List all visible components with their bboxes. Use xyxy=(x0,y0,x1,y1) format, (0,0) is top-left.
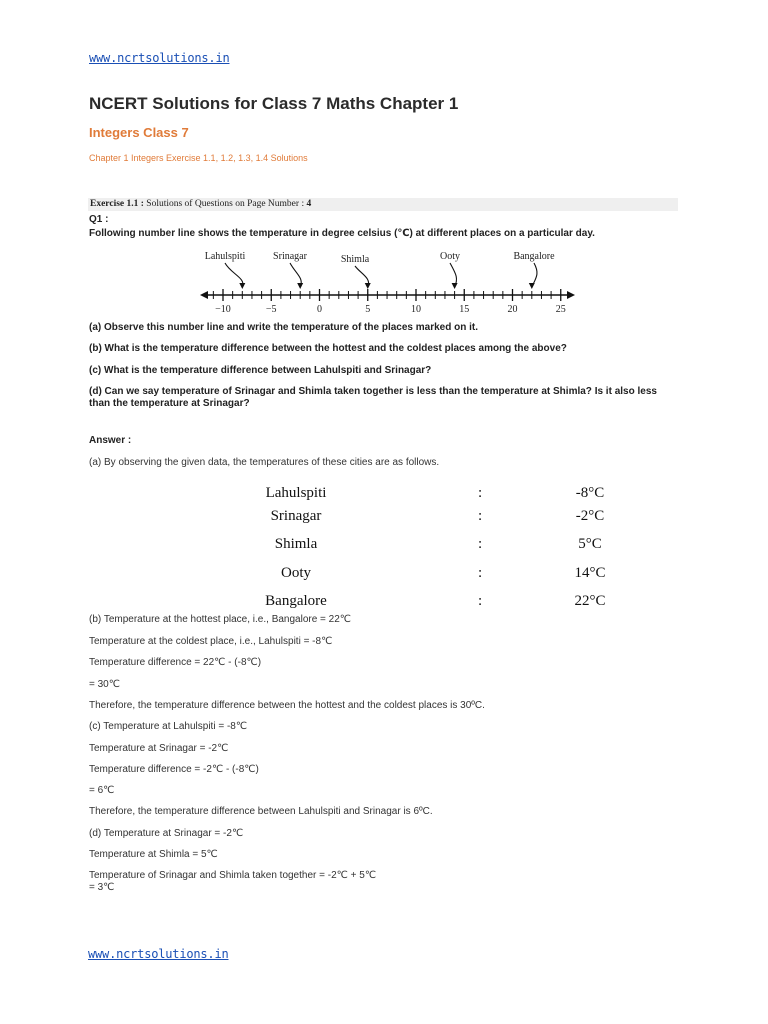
solution-line: = 30℃ xyxy=(89,679,120,690)
tick-label: 25 xyxy=(555,304,566,315)
solution-line: Therefore, the temperature difference between the hottest and the coldest places is 30ºC. xyxy=(89,700,485,711)
question-part-a: (a) Observe this number line and write the temperature of the places marked on it. xyxy=(89,322,478,333)
tick-label: 10 xyxy=(411,304,421,315)
table-sep: : xyxy=(478,508,483,524)
solution-line: Therefore, the temperature difference between Lahulspiti and Srinagar is 6ºC. xyxy=(89,806,433,817)
table-temp-ooty: 14°C xyxy=(574,565,606,581)
page-title: NCERT Solutions for Class 7 Maths Chapter 1 xyxy=(89,94,459,113)
exercise-page: 4 xyxy=(306,199,312,209)
solution-line: Temperature at Shimla = 5℃ xyxy=(89,849,218,860)
table-sep: : xyxy=(478,593,483,609)
place-arrowhead-shimla xyxy=(365,283,371,289)
number-line-figure xyxy=(195,244,580,316)
tick-label: 0 xyxy=(317,304,322,315)
tick-label: 20 xyxy=(507,304,518,315)
answer-intro: (a) By observing the given data, the temperatures of these cities are as follows. xyxy=(89,457,440,468)
tick-label: 15 xyxy=(459,304,470,315)
solution-line: Temperature difference = 22℃ - (-8℃) xyxy=(89,657,262,668)
place-arrowhead-ooty xyxy=(452,283,458,289)
solution-line: (c) Temperature at Lahulspiti = -8℃ xyxy=(89,721,248,732)
solution-line: = 6℃ xyxy=(89,785,115,796)
answer-heading: Answer : xyxy=(89,435,132,446)
solution-line: Temperature at Srinagar = -2℃ xyxy=(89,743,229,754)
solution-line: (d) Temperature at Srinagar = -2℃ xyxy=(89,828,244,839)
exercise-bar xyxy=(88,198,678,211)
table-city-bangalore: Bangalore xyxy=(265,593,327,609)
place-label-shimla: Shimla xyxy=(340,254,370,265)
exercise-label: Exercise 1.1 : xyxy=(90,199,144,209)
question-part-c: (c) What is the temperature difference between Lahulspiti and Srinagar? xyxy=(89,365,432,376)
table-temp-bangalore: 22°C xyxy=(574,593,606,609)
footer-site-link[interactable]: www.ncrtsolutions.in xyxy=(88,947,229,961)
tick-label: 5 xyxy=(365,304,371,315)
solution-line: Temperature difference = -2℃ - (-8℃) xyxy=(89,764,259,775)
table-city-ooty: Ooty xyxy=(281,565,311,581)
place-label-srinagar: Srinagar xyxy=(273,251,307,262)
number-line-arrows xyxy=(225,263,537,289)
place-arrowhead-lahulspiti xyxy=(239,283,245,289)
table-city-shimla: Shimla xyxy=(274,536,318,552)
table-sep: : xyxy=(478,536,483,552)
solution-line: (b) Temperature at the hottest place, i.e., Bangalore = 22℃ xyxy=(89,614,352,625)
place-arrowhead-bangalore xyxy=(529,283,535,289)
table-city-lahulspiti: Lahulspiti xyxy=(265,485,327,501)
place-label-lahulspiti: Lahulspiti xyxy=(204,251,246,262)
page-subtitle: Integers Class 7 xyxy=(89,125,189,140)
number-line-place-labels xyxy=(205,251,555,265)
header-site-link[interactable]: www.ncrtsolutions.in xyxy=(89,51,230,65)
table-sep: : xyxy=(478,565,483,581)
axis-right-arrowhead xyxy=(567,291,575,299)
table-sep: : xyxy=(478,485,483,501)
solution-line: Temperature at the coldest place, i.e., Lahulspiti = -8℃ xyxy=(89,636,333,647)
axis-left-arrowhead xyxy=(200,291,208,299)
solution-line: = 3℃ xyxy=(89,882,115,893)
solution-line: Temperature of Srinagar and Shimla taken together = -2℃ + 5℃ xyxy=(89,870,377,881)
question-number: Q1 : xyxy=(89,214,109,225)
place-label-ooty: Ooty xyxy=(440,251,460,262)
question-part-d: (d) Can we say temperature of Srinagar and Shimla taken together is less than the temperature at Shimla? Is it also less than the temperature at Srinagar? xyxy=(89,386,657,409)
number-line-tick-labels xyxy=(215,304,566,315)
question-part-b: (b) What is the temperature difference between the hottest and the coldest places among the above? xyxy=(89,343,567,354)
tick-label: −10 xyxy=(215,304,231,315)
place-arrowhead-srinagar xyxy=(297,283,303,289)
tick-label: −5 xyxy=(265,304,277,315)
table-temp-lahulspiti: -8°C xyxy=(575,485,605,501)
table-temp-shimla: 5°C xyxy=(578,536,602,552)
exercise-text: Solutions of Questions on Page Number : xyxy=(143,199,307,209)
table-city-srinagar: Srinagar xyxy=(270,508,322,524)
chapter-link[interactable]: Chapter 1 Integers Exercise 1.1, 1.2, 1.3, 1.4 Solutions xyxy=(89,153,308,163)
place-label-bangalore: Bangalore xyxy=(513,251,555,262)
question-text: Following number line shows the temperature in degree celsius (℃) at different places on a particular day. xyxy=(89,228,595,239)
table-temp-srinagar: -2°C xyxy=(575,508,605,524)
